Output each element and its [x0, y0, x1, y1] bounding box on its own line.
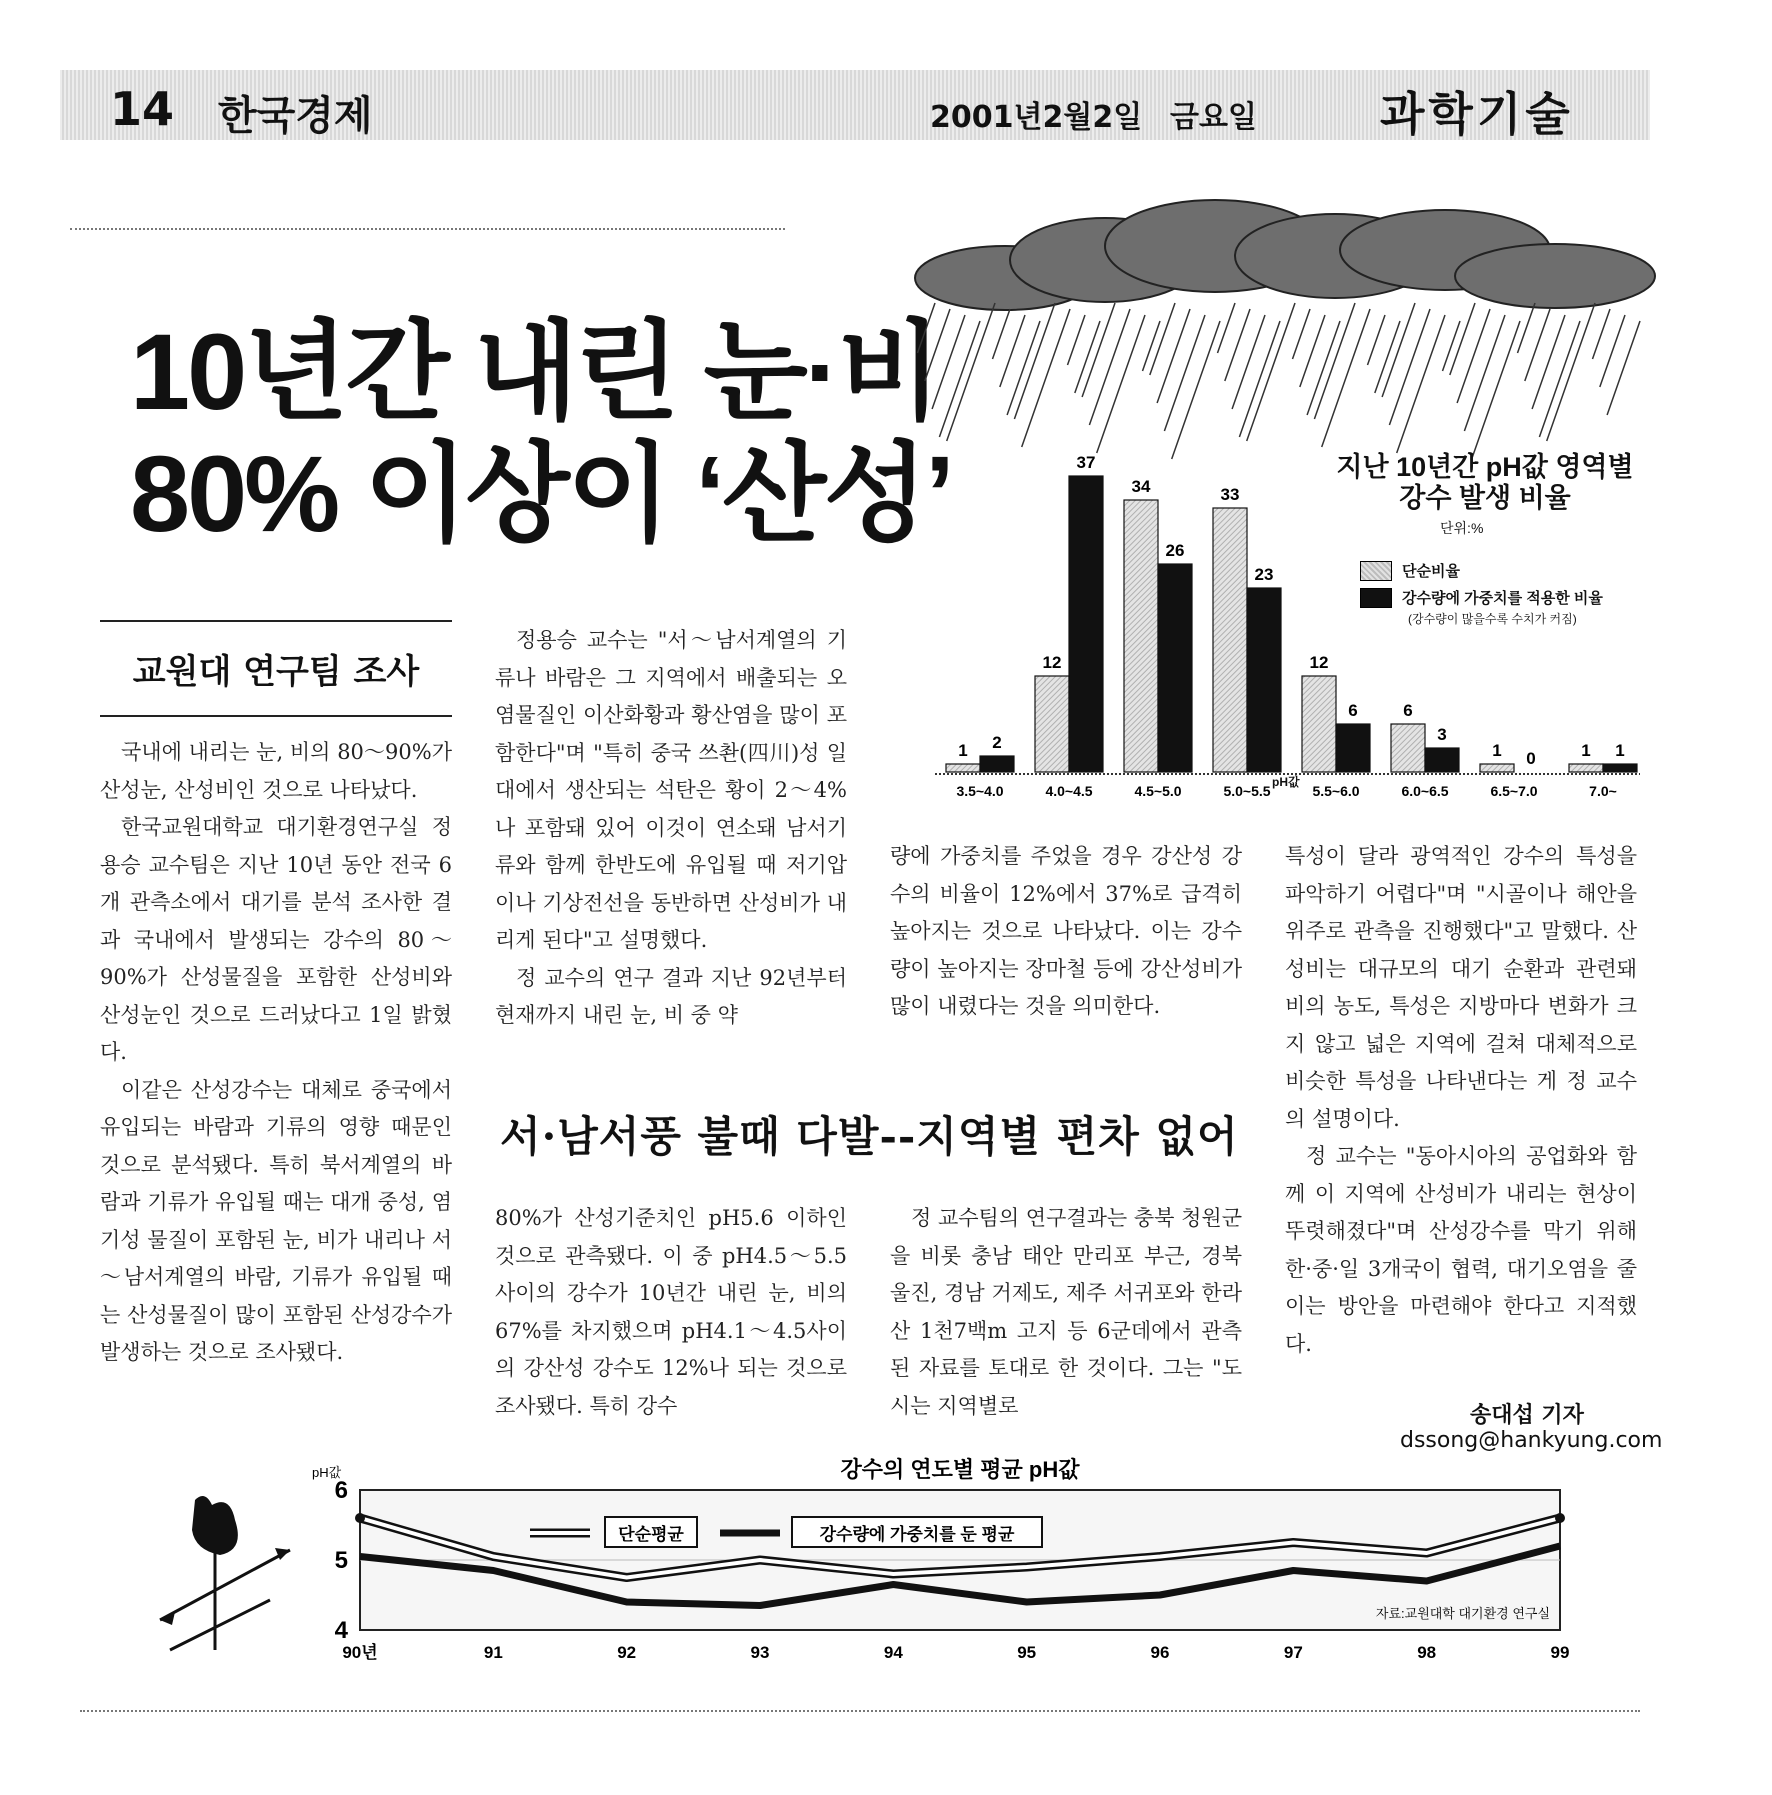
- bar: [980, 756, 1014, 772]
- subheadline: 교원대 연구팀 조사: [100, 620, 452, 717]
- rain-streak: [918, 303, 936, 353]
- bar: [1480, 764, 1514, 772]
- bar: [1569, 764, 1603, 772]
- article-column-2-top: [495, 622, 847, 1035]
- bar: [1603, 764, 1637, 772]
- bottom-divider: [80, 1710, 1640, 1712]
- paragraph: 한국교원대학교 대기환경연구실 정용승 교수팀은 지난 10년 동안 전국 6개 관측소에서 대기를 분석 조사한 결과 국내에서 발생되는 강수의 80～90%가 산성물질을 포함한 산성비와 산성눈인 것으로 드러났다고 1일 밝혔다.: [100, 815, 452, 1064]
- data-point: [355, 1513, 365, 1523]
- bar-value-label: 12: [1042, 653, 1062, 672]
- paragraph: 이같은 산성강수는 대체로 중국에서 유입되는 바람과 기류의 영향 때문인 것으로 분석됐다. 특히 북서계열의 바람과 기류가 유입될 때는 대개 중성, 염기성 물질이 포함된 눈, 비가 내리나 서～남서계열의 바람, 기류가 유입될 때는 산성물질이 많이 포함된 산성강수가 발생하는 것으로 조사됐다.: [100, 1077, 452, 1364]
- x-tick-label: 94: [883, 1643, 903, 1662]
- rain-streak: [1293, 309, 1311, 359]
- article-column-2-bottom: [495, 1200, 847, 1425]
- legend-label: 강수량에 가중치를 둔 평균: [819, 1525, 1015, 1544]
- bar: [1247, 588, 1281, 772]
- bar-value-label: 6: [1348, 701, 1358, 720]
- paragraph: 국내에 내리는 눈, 비의 80～90%가 산성눈, 산성비인 것으로 나타났다.: [100, 740, 452, 802]
- bar: [1336, 724, 1370, 772]
- paragraph: 량에 가중치를 주었을 경우 강산성 강수의 비율이 12%에서 37%로 급격히 높아지는 것으로 나타났다. 이는 강수량이 높아지는 장마철 등에 강산성비가 많이 내렸다는 것을 의미한다.: [890, 844, 1242, 1018]
- bar: [1035, 676, 1069, 772]
- headline-line-1: 10년간 내린 눈·비: [130, 311, 940, 432]
- bar-value-label: 1: [1492, 741, 1502, 760]
- publication-weekday: 금요일: [1170, 100, 1257, 135]
- x-tick-label: 97: [1283, 1643, 1303, 1662]
- x-tick-label: 95: [1017, 1643, 1037, 1662]
- section-headline: 서·남서풍 불때 다발--지역별 편차 없어: [500, 1112, 1239, 1161]
- annual-ph-line-chart: [290, 1455, 1620, 1700]
- legend-item: [1360, 560, 1603, 581]
- bar-value-label: 33: [1220, 485, 1240, 504]
- rain-streak: [1518, 303, 1536, 353]
- bar-chart-x-label: pH값: [1272, 775, 1300, 789]
- bar-value-label: 26: [1165, 541, 1185, 560]
- bar: [1124, 500, 1158, 772]
- bar-value-label: 37: [1076, 453, 1096, 472]
- paragraph: 정용승 교수는 "서～남서계열의 기류나 바람은 그 지역에서 배출되는 오염물질인 이산화황과 황산염을 많이 포함한다"며 "특히 중국 쓰촨(四川)성 일대에서 생산되는 석탄은 황이 2～4%나 포함돼 있어 이것이 연소돼 남서기류와 함께 한반도에 유입될 때 저기압이나 기상전선을 동반하면 산성비가 내리게 된다"고 설명했다.: [495, 628, 847, 952]
- paragraph: 정 교수의 연구 결과 지난 92년부터 현재까지 내린 눈, 비 중 약: [495, 965, 847, 1027]
- bar-value-label: 34: [1131, 477, 1151, 496]
- rain-streak: [1218, 303, 1236, 353]
- article-column-4: [1285, 838, 1637, 1363]
- paragraph: 특성이 달라 광역적인 강수의 특성을 파악하기 어렵다"며 "시골이나 해안을 위주로 관측을 진행했다"고 말했다. 산성비는 대규모의 대기 순환과 관련돼 비의 농도, 특성은 지방마다 변화가 크지 않고 넓은 지역에 걸쳐 대체적으로 비슷한 특성을 나타낸다는 게 정 교수의 설명이다.: [1285, 844, 1637, 1131]
- bar-chart-legend: [1360, 560, 1603, 627]
- bar: [1391, 724, 1425, 772]
- chart-source-note: 자료:교원대학 대기환경 연구실: [1375, 1606, 1550, 1621]
- bar: [1425, 748, 1459, 772]
- publication-name: 한국경제: [218, 93, 373, 139]
- bar-value-label: 12: [1309, 653, 1329, 672]
- bar-category-label: 6.0~6.5: [1401, 783, 1449, 799]
- legend-note: (강수량이 많을수록 수치가 커짐): [1408, 612, 1577, 626]
- line-chart-y-label: pH값: [312, 1465, 342, 1480]
- article-column-1: [100, 734, 452, 1372]
- bar-value-label: 6: [1403, 701, 1413, 720]
- page-number: 14: [110, 82, 175, 136]
- top-divider: [70, 228, 785, 230]
- bar-value-label: 23: [1254, 565, 1274, 584]
- bar-value-label: 0: [1526, 749, 1536, 768]
- bar: [1158, 564, 1192, 772]
- bar-value-label: 1: [1581, 741, 1591, 760]
- rain-streak: [1593, 309, 1611, 359]
- bar-category-label: 5.5~6.0: [1312, 783, 1360, 799]
- bar-value-label: 2: [992, 733, 1002, 752]
- legend-swatch-weighted: [1360, 588, 1392, 608]
- rain-streak: [993, 309, 1011, 359]
- reporter-email: dssong@hankyung.com: [1400, 1428, 1663, 1453]
- x-tick-label: 91: [483, 1643, 503, 1662]
- bar-category-label: 3.5~4.0: [956, 783, 1004, 799]
- bar-category-label: 4.0~4.5: [1045, 783, 1093, 799]
- bar: [1302, 676, 1336, 772]
- paragraph: 80%가 산성기준치인 pH5.6 이하인 것으로 관측됐다. 이 중 pH4.5～5.5사이의 강수가 10년간 내린 눈, 비의 67%를 차지했으며 pH4.1～4.5사이의 강산성 강수도 12%나 되는 것으로 조사됐다. 특히 강수: [495, 1206, 847, 1418]
- headline-line-2: 80% 이상이 ‘산성’: [130, 433, 952, 554]
- legend-item: [1360, 587, 1603, 608]
- x-tick-label: 93: [750, 1643, 770, 1662]
- legend-label: 강수량에 가중치를 적용한 비율: [1402, 590, 1603, 607]
- legend-label: 단순평균: [618, 1525, 684, 1544]
- line-chart-title: 강수의 연도별 평균 pH값: [840, 1457, 1080, 1482]
- article-column-3-bottom: [890, 1200, 1242, 1425]
- bar-chart-unit: 단위:%: [1440, 520, 1484, 536]
- bar-category-label: 7.0~: [1589, 783, 1617, 799]
- bar-value-label: 1: [1615, 741, 1625, 760]
- publication-date: 2001년2월2일: [930, 100, 1143, 135]
- rain-streak: [1368, 315, 1386, 365]
- y-tick-label: 6: [334, 1477, 348, 1504]
- article-column-3-top: [890, 838, 1242, 1026]
- data-point: [1555, 1513, 1565, 1523]
- bar-category-label: 5.0~5.5: [1223, 783, 1271, 799]
- x-tick-label: 98: [1417, 1643, 1437, 1662]
- x-tick-label: 99: [1550, 1643, 1570, 1662]
- x-tick-label: 96: [1150, 1643, 1170, 1662]
- y-tick-label: 5: [334, 1547, 348, 1574]
- x-tick-label: 90년: [342, 1643, 378, 1662]
- bar: [1069, 476, 1103, 772]
- section-name: 과학기술: [1380, 87, 1574, 141]
- bar: [946, 764, 980, 772]
- legend-label: 단순비율: [1402, 563, 1460, 580]
- bar-value-label: 1: [958, 741, 968, 760]
- legend-swatch-simple: [1360, 561, 1392, 581]
- bar-category-label: 6.5~7.0: [1490, 783, 1538, 799]
- paragraph: 정 교수팀의 연구결과는 충북 청원군을 비롯 충남 태안 만리포 부근, 경북 울진, 경남 거제도, 제주 서귀포와 한라산 1천7백m 고지 등 6군데에서 관측된 자료를 토대로 한 것이다. 그는 "도시는 지역별로: [890, 1206, 1242, 1418]
- x-tick-label: 92: [617, 1643, 637, 1662]
- reporter-byline: 송대섭 기자: [1470, 1403, 1584, 1428]
- bar-value-label: 3: [1437, 725, 1447, 744]
- bar-chart-title: 지난 10년간 pH값 영역별 강수 발생 비율: [1336, 452, 1634, 513]
- y-tick-label: 4: [334, 1617, 348, 1644]
- paragraph: 정 교수는 "동아시아의 공업화와 함께 이 지역에 산성비가 내리는 현상이 뚜렷해졌다"며 산성강수를 막기 위해 한·중·일 3개국이 협력, 대기오염을 줄이는 방안을 마련해야 한다고 지적했다.: [1285, 1144, 1637, 1356]
- bar: [1213, 508, 1247, 772]
- bar-category-label: 4.5~5.0: [1134, 783, 1182, 799]
- rain-streak: [1068, 315, 1086, 365]
